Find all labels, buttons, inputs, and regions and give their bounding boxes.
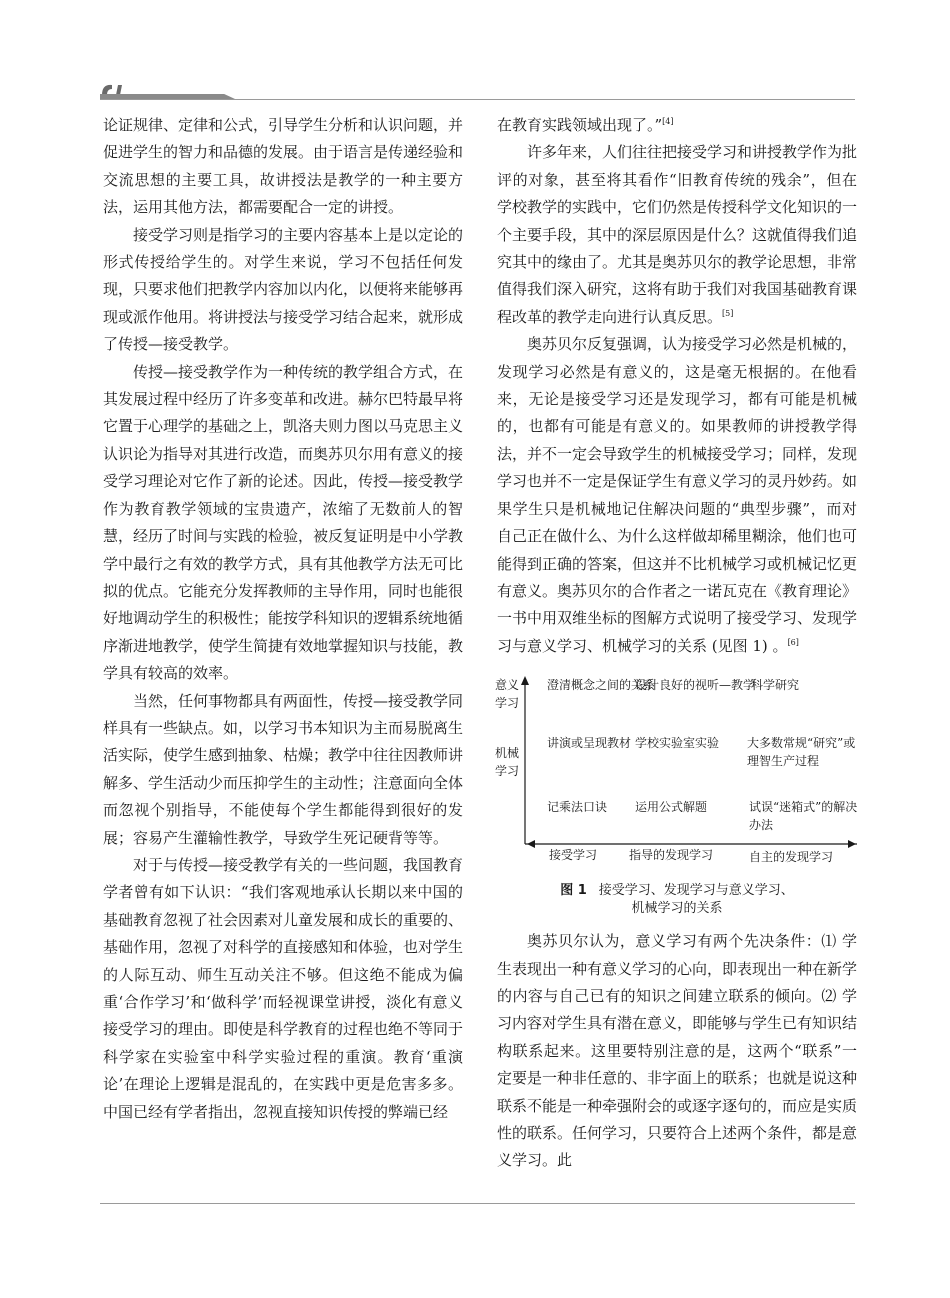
citation-ref: [5] [722, 308, 734, 318]
cell-r3-c1: 记乘法口诀 [547, 800, 608, 815]
right-paragraph-1-text: 在教育实践领域出现了。” [497, 116, 663, 134]
x-axis-arrow-left [527, 840, 535, 848]
y-label-meaningful: 意义学习 [495, 678, 520, 711]
right-paragraph-4: 奥苏贝尔认为，意义学习有两个先决条件：⑴ 学生表现出一种有意义学习的心向，即表现出一种在新学的内容与自己已有的知识之间建立联系的倾向。⑵ 学习内容对学生具有潜在意义，即能够与学生已有知识结构联系起来。这里要特别注意的是，这两个“联系”一定要是一种非任意的、非字面上的联系；也就是说这种联系不能是一种牵强附会的或逐字逐句的，而应是实质性的联系。任何学习，只要符合上述两个条件，都是意义学习。此 [497, 932, 858, 1170]
caption-line-2: 机械学习的关系 [631, 901, 723, 917]
right-paragraph-1 [497, 112, 857, 139]
cell-r1-c1: 澄清概念之间的关系 [547, 678, 656, 693]
right-paragraph-3 [497, 331, 857, 660]
right-paragraph-2-text: 许多年来，人们往往把接受学习和讲授教学作为批评的对象，甚至将其看作“旧教育传统的残余”，但在学校教学的实践中，它们仍然是传授科学文化知识的一个主要手段，其中的深层原因是什么？这就值得我们追究其中的缘由了。尤其是奥苏贝尔的教学论思想，非常值得我们深入研究，这将有助于我们对我国基础教育课程改革的教学走向进行认真反思。 [497, 143, 858, 326]
figure-axes [497, 674, 857, 874]
cell-r2-c1: 讲演或呈现教材 [547, 736, 632, 751]
cell-r1-c2: 设计良好的视听—教学 [635, 678, 756, 693]
header-rule [100, 99, 855, 100]
citation-ref: [4] [662, 117, 674, 126]
cell-r2-c2: 学校实验室实验 [635, 736, 720, 751]
right-paragraph-3-text: 奥苏贝尔反复强调，认为接受学习必然是机械的，发现学习必然是有意义的，这是毫无根据的。在他看来，无论是接受学习还是发现学习，都有可能是机械的，也都有可能是有意义的。如果教师的讲授教学得法，并不一定会导致学生的机械接受学习；同样，发现学习也并不一定是保证学生有意义学习的灵丹妙药。如果学生只是机械地记住解决问题的“典型步骤”，而对自己正在做什么、为什么这样做却稀里糊涂，他们也可能得到正确的答案，但这并不比机械学习或机械记忆更有意义。奥苏贝尔的合作者之一诺瓦克在《教育理论》一书中用双维坐标的图解方式说明了接受学习、发现学习与意义学习、机械学习的关系 (见图 1) 。 [497, 335, 858, 655]
right-column [497, 112, 857, 1175]
cell-r1-c3: 科学研究 [751, 678, 800, 693]
left-paragraph-3: 传授—接受教学作为一种传统的教学组合方式，在其发展过程中经历了许多变革和改进。赫尔巴特最早将它置于心理学的基础之上，凯洛夫则力图以马克思主义认识论为指导对其进行改造，而奥苏贝尔用有意义的接受学习理论对它作了新的论述。因此，传授—接受教学作为教育教学领域的宝贵遗产，浓缩了无数前人的智慧，经历了时间与实践的检验，被反复证明是中小学教学中最行之有效的教学方式，具有其他教学方法无可比拟的优点。它能充分发挥教师的主导作用，同时也能很好地调动学生的积极性；能按学科知识的逻辑系统地循序渐进地教学，使学生简捷有效地掌握知识与技能，教学具有较高的效率。 [103, 362, 464, 683]
x-label-guided-discovery: 指导的发现学习 [629, 848, 714, 863]
left-paragraph-5: 对于与传授—接受教学有关的一些问题，我国教育学者曾有如下认识：“我们客观地承认长期以来中国的基础教育忽视了社会因素对儿童发展和成长的重要的、基础作用，忽视了对科学的直接感知和体验，也对学生的人际互动、师生互动关注不够。但这绝不能成为偏重‘合作学习’和‘做科学’而轻视课堂讲授，淡化有意义接受学习的理由。即使是科学教育的过程也绝不等同于科学家在实验室中科学实验过程的重演。教育‘重演论’在理论上逻辑是混乱的，在实践中更是危害多多。中国已经有学者指出，忽视直接知识传授的弊端已经 [103, 855, 464, 1121]
left-paragraph-4: 当然，任何事物都具有两面性，传授—接受教学同样具有一些缺点。如，以学习书本知识为主而易脱离生活实际，使学生感到抽象、枯燥；教学中往往因教师讲解多、学生活动少而压抑学生的主动性；注意面向全体而忽视个别指导，不能使每个学生都能得到很好的发展；容易产生灌输性教学，导致学生死记硬背等等。 [103, 691, 464, 847]
x-label-autonomous-discovery: 自主的发现学习 [749, 850, 834, 865]
figure-1 [497, 674, 857, 874]
citation-ref: [6] [787, 637, 799, 647]
right-paragraph-2 [497, 139, 857, 331]
footer-rule [100, 1203, 855, 1204]
cell-r3-c3: 试误“迷箱式”的解决办法 [749, 800, 858, 833]
left-paragraph-2: 接受学习则是指学习的主要内容基本上是以定论的形式传授给学生的。对学生来说，学习不包括任何发现，只要求他们把教学内容加以内化，以便将来能够再现或派作他用。将讲授法与接受学习结合起来，就形成了传授—接受教学。 [103, 225, 464, 354]
header-logo-mark [100, 82, 140, 96]
cell-r2-c3: 大多数常规“研究”或理智生产过程 [747, 736, 856, 769]
figure-number: 图 1 [560, 883, 587, 899]
x-label-reception: 接受学习 [549, 848, 598, 863]
figure-caption [497, 882, 857, 918]
left-column [103, 112, 463, 1126]
left-paragraph-1: 论证规律、定律和公式，引导学生分析和认识问题，并促进学生的智力和品德的发展。由于语言是传递经验和交流思想的主要工具，故讲授法是教学的一种主要方法，运用其他方法，都需要配合一定的讲授。 [103, 116, 464, 217]
x-axis-arrow-right [848, 840, 856, 848]
cell-r3-c2: 运用公式解题 [635, 800, 708, 815]
caption-line-1: 接受学习、发现学习与意义学习、 [598, 883, 794, 899]
y-label-rote: 机械学习 [495, 746, 520, 779]
